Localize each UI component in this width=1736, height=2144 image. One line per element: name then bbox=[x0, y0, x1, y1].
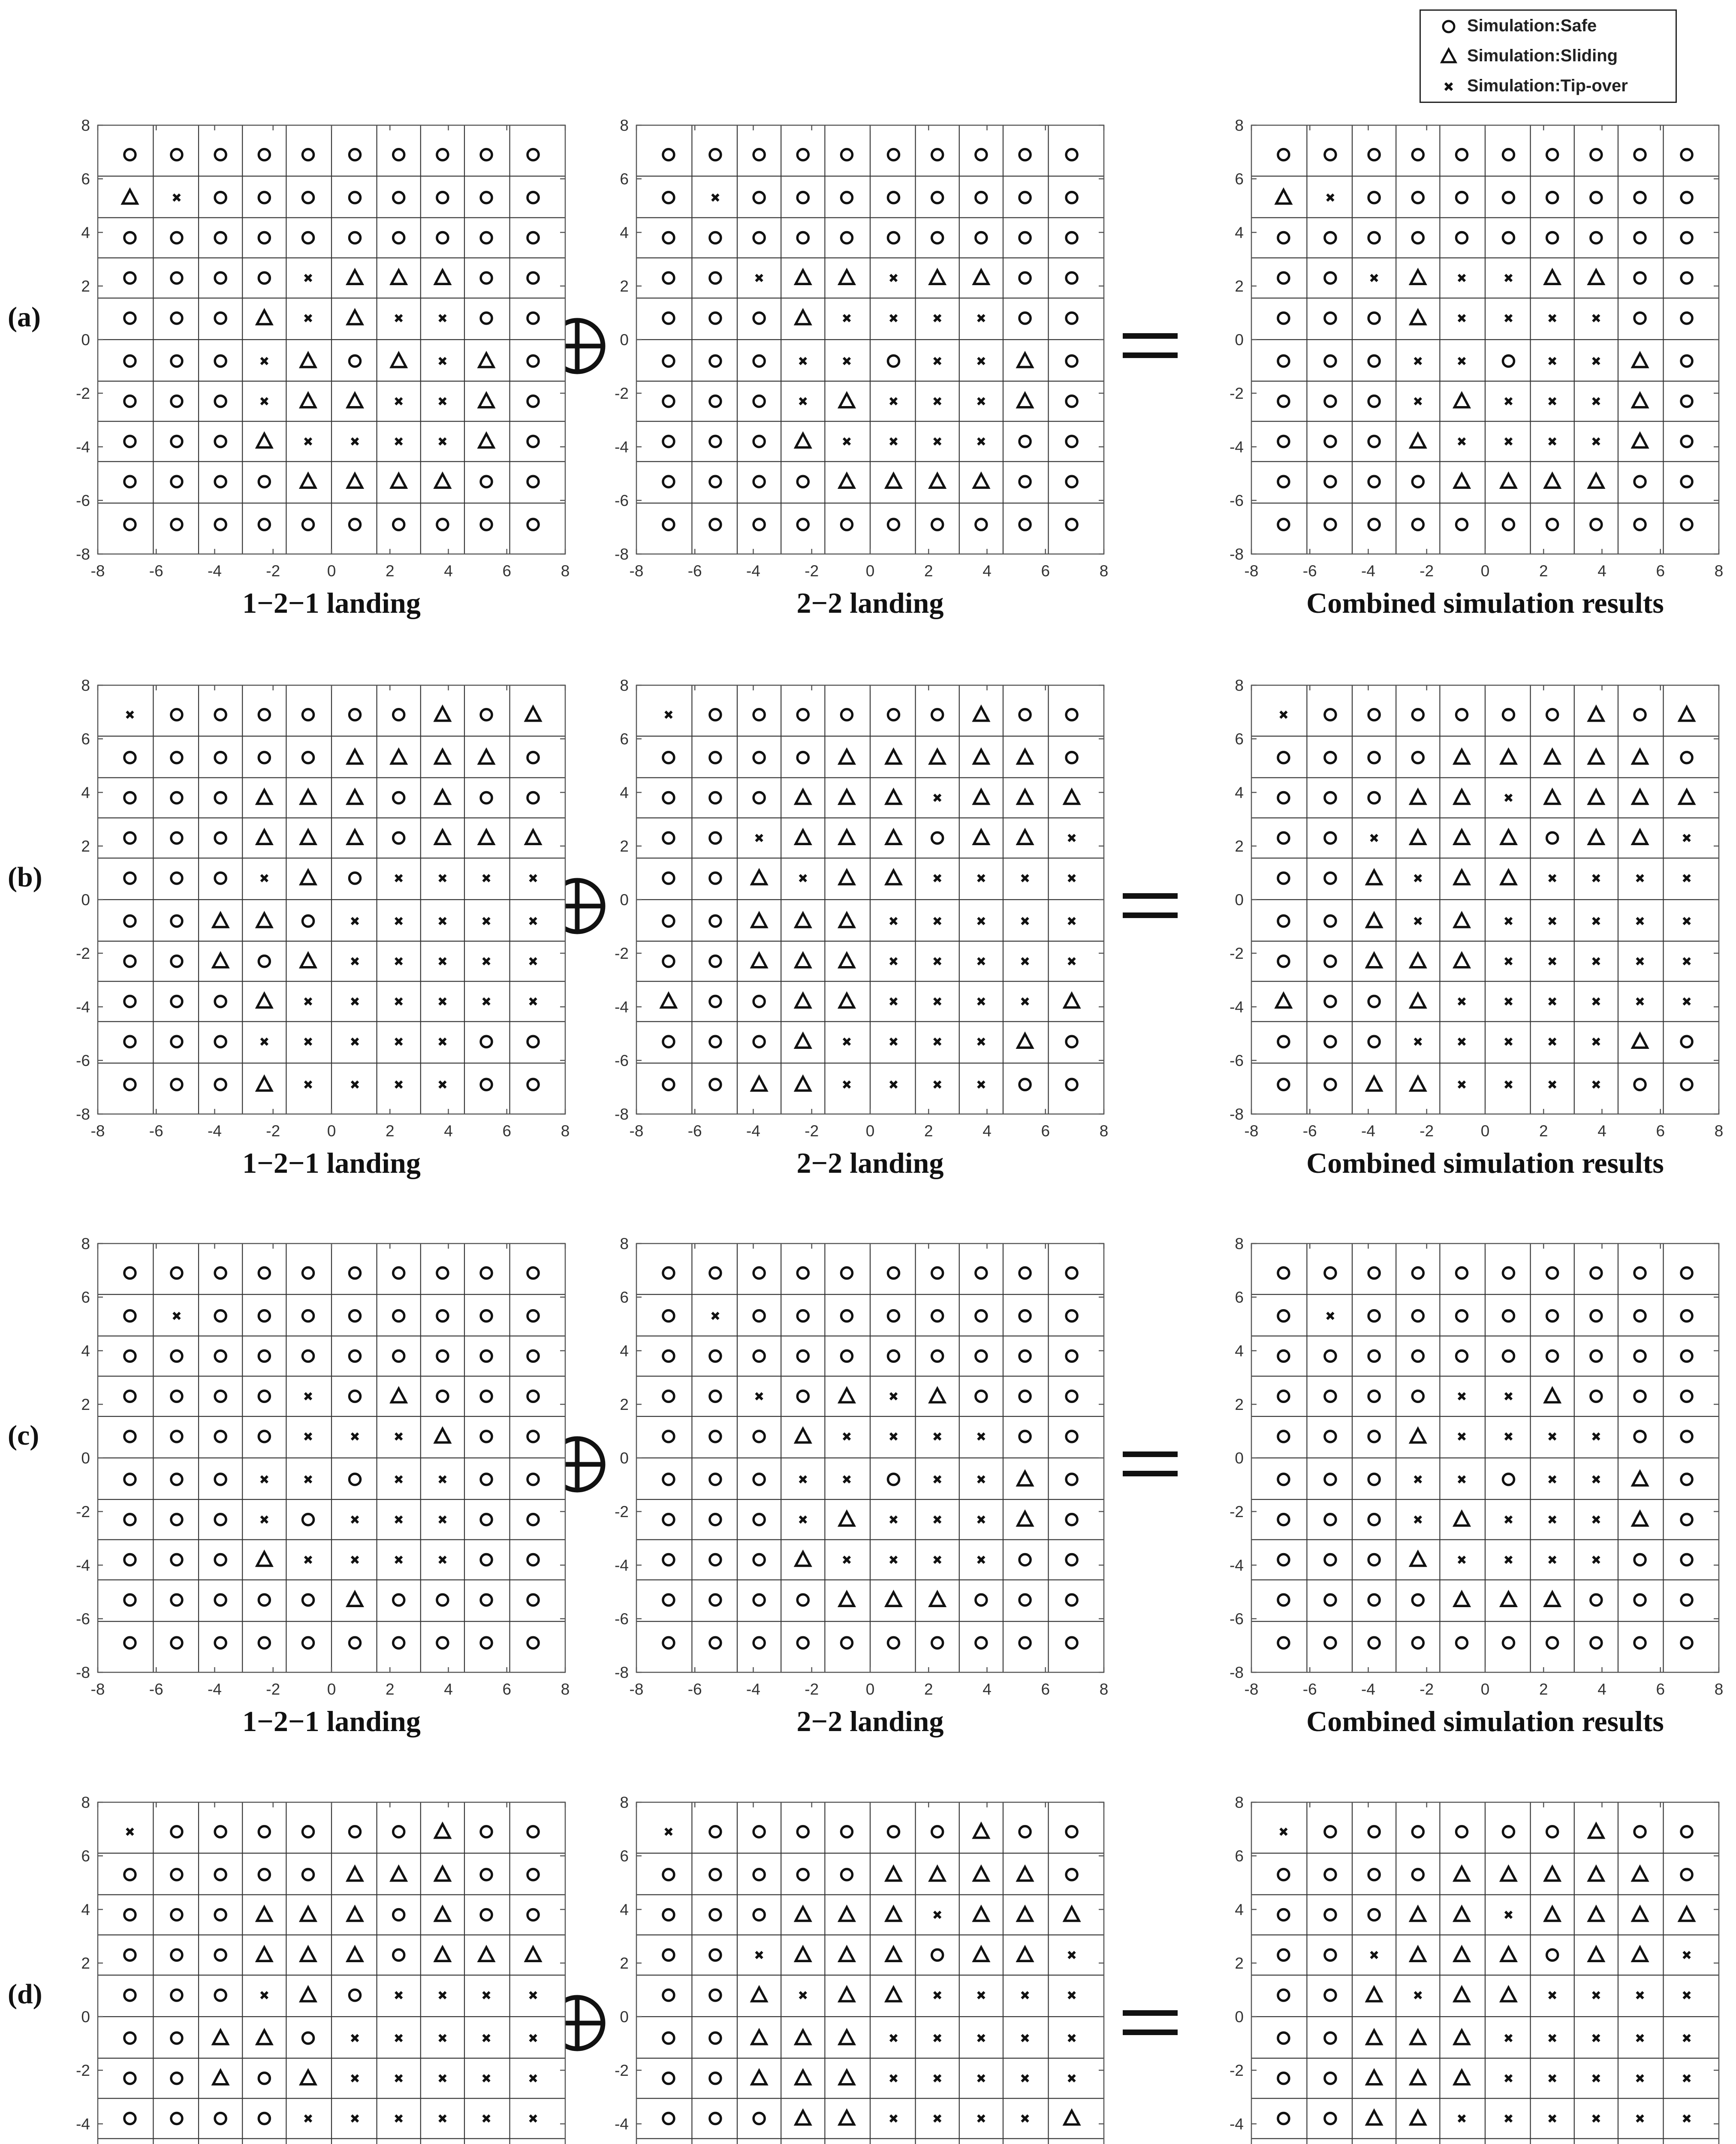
x-tick-label: 6 bbox=[1041, 1122, 1050, 1140]
triangle-marker-icon bbox=[1437, 45, 1460, 68]
y-tick-label: 4 bbox=[1235, 784, 1244, 801]
panel-caption: Combined simulation results bbox=[1306, 587, 1664, 619]
y-tick-label: -2 bbox=[615, 945, 629, 962]
y-tick-label: 2 bbox=[1235, 277, 1244, 295]
x-tick-label: -4 bbox=[746, 1680, 760, 1698]
x-tick-label: 2 bbox=[924, 1680, 933, 1698]
x-tick-label: -4 bbox=[1361, 1122, 1375, 1140]
legend-label: Simulation:Tip-over bbox=[1467, 76, 1628, 95]
x-tick-label: 2 bbox=[924, 1122, 933, 1140]
circle-marker-icon bbox=[1437, 15, 1460, 38]
legend-label: Simulation:Sliding bbox=[1467, 46, 1618, 65]
panel-caption: 1−2−1 landing bbox=[242, 1147, 421, 1179]
row-label: (c) bbox=[8, 1420, 39, 1451]
y-tick-label: 4 bbox=[620, 1901, 629, 1918]
y-tick-label: 8 bbox=[81, 1235, 90, 1253]
x-tick-label: 6 bbox=[502, 562, 512, 580]
y-tick-label: -4 bbox=[1230, 998, 1244, 1016]
y-tick-label: -8 bbox=[76, 545, 90, 563]
x-tick-label: -8 bbox=[629, 1680, 644, 1698]
y-tick-label: 0 bbox=[1235, 891, 1244, 909]
x-tick-label: -4 bbox=[1361, 1680, 1375, 1698]
legend-item-safe bbox=[1421, 12, 1676, 41]
legend-item-sliding bbox=[1421, 42, 1676, 71]
y-tick-label: 4 bbox=[1235, 1342, 1244, 1360]
scatter-plot bbox=[585, 1789, 1121, 2144]
y-tick-label: 2 bbox=[81, 277, 90, 295]
x-tick-label: -6 bbox=[1302, 1122, 1317, 1140]
y-tick-label: -2 bbox=[76, 945, 90, 962]
y-tick-label: 4 bbox=[620, 784, 629, 801]
y-tick-label: -8 bbox=[1230, 1105, 1244, 1123]
equals-operator bbox=[1120, 2006, 1180, 2040]
x-tick-label: 4 bbox=[1597, 1680, 1606, 1698]
x-tick-label: 0 bbox=[1480, 1122, 1490, 1140]
y-tick-label: -8 bbox=[615, 1105, 629, 1123]
x-tick-label: 4 bbox=[983, 1680, 992, 1698]
panel-caption: Combined simulation results bbox=[1306, 1147, 1664, 1179]
x-tick-label: -4 bbox=[208, 562, 222, 580]
x-tick-label: -8 bbox=[90, 562, 105, 580]
x-tick-label: 6 bbox=[1041, 1680, 1050, 1698]
y-tick-label: -8 bbox=[615, 545, 629, 563]
x-tick-label: 8 bbox=[1714, 1680, 1724, 1698]
y-tick-label: 0 bbox=[81, 891, 90, 909]
equals-operator bbox=[1120, 1447, 1180, 1482]
y-tick-label: 2 bbox=[620, 277, 629, 295]
y-tick-label: 6 bbox=[620, 170, 629, 188]
y-tick-label: -4 bbox=[1230, 2115, 1244, 2133]
y-tick-label: -4 bbox=[615, 998, 629, 1016]
y-tick-label: 2 bbox=[1235, 837, 1244, 855]
y-tick-label: 4 bbox=[81, 1901, 90, 1918]
scatter-plot bbox=[585, 672, 1121, 1140]
scatter-plot bbox=[1200, 672, 1736, 1140]
y-tick-label: -2 bbox=[1230, 1503, 1244, 1521]
y-tick-label: -8 bbox=[1230, 1664, 1244, 1681]
x-tick-label: -6 bbox=[687, 562, 702, 580]
y-tick-label: 6 bbox=[81, 1847, 90, 1865]
x-tick-label: 6 bbox=[1656, 1122, 1665, 1140]
x-tick-label: 2 bbox=[1539, 562, 1548, 580]
y-tick-label: 2 bbox=[81, 1954, 90, 1972]
y-tick-label: -2 bbox=[1230, 945, 1244, 962]
x-tick-label: 0 bbox=[327, 1122, 336, 1140]
y-tick-label: -4 bbox=[1230, 438, 1244, 456]
x-tick-label: 8 bbox=[561, 1680, 570, 1698]
y-tick-label: 8 bbox=[620, 1794, 629, 1811]
y-tick-label: 0 bbox=[620, 891, 629, 909]
x-tick-label: -6 bbox=[687, 1122, 702, 1140]
y-tick-label: 8 bbox=[1235, 117, 1244, 134]
x-tick-label: 0 bbox=[1480, 1680, 1490, 1698]
x-tick-label: -8 bbox=[90, 1122, 105, 1140]
y-tick-label: -6 bbox=[76, 492, 90, 509]
y-tick-label: 8 bbox=[1235, 1235, 1244, 1253]
panel-caption: 1−2−1 landing bbox=[242, 587, 421, 619]
y-tick-label: -2 bbox=[76, 1503, 90, 1521]
y-tick-label: 8 bbox=[81, 1794, 90, 1811]
y-tick-label: -4 bbox=[76, 2115, 90, 2133]
x-tick-label: -8 bbox=[90, 1680, 105, 1698]
x-tick-label: 6 bbox=[502, 1122, 512, 1140]
y-tick-label: -4 bbox=[76, 998, 90, 1016]
x-tick-label: 6 bbox=[502, 1680, 512, 1698]
y-tick-label: 4 bbox=[620, 1342, 629, 1360]
x-tick-label: -8 bbox=[1244, 1122, 1259, 1140]
x-tick-label: 0 bbox=[865, 1680, 875, 1698]
y-tick-label: 6 bbox=[620, 1289, 629, 1306]
x-tick-label: 8 bbox=[561, 1122, 570, 1140]
x-tick-label: -6 bbox=[687, 1680, 702, 1698]
x-tick-label: -6 bbox=[149, 1680, 163, 1698]
y-tick-label: 6 bbox=[620, 730, 629, 748]
y-tick-label: -6 bbox=[1230, 1610, 1244, 1628]
y-tick-label: -4 bbox=[615, 2115, 629, 2133]
panel-caption: Combined simulation results bbox=[1306, 1705, 1664, 1737]
y-tick-label: 6 bbox=[81, 170, 90, 188]
y-tick-label: -6 bbox=[615, 1610, 629, 1628]
y-tick-label: 0 bbox=[1235, 1449, 1244, 1467]
y-tick-label: 4 bbox=[81, 224, 90, 241]
scatter-plot bbox=[46, 1789, 582, 2144]
row-label: (a) bbox=[8, 301, 41, 333]
y-tick-label: -8 bbox=[1230, 545, 1244, 563]
x-tick-label: -6 bbox=[1302, 1680, 1317, 1698]
x-tick-label: 2 bbox=[385, 1680, 395, 1698]
x-tick-label: -2 bbox=[1420, 1122, 1434, 1140]
equals-operator bbox=[1120, 329, 1180, 363]
y-tick-label: 0 bbox=[620, 1449, 629, 1467]
scatter-plot bbox=[46, 672, 582, 1140]
y-tick-label: 6 bbox=[1235, 730, 1244, 748]
x-tick-label: -6 bbox=[149, 562, 163, 580]
x-tick-label: -8 bbox=[629, 562, 644, 580]
x-tick-label: -8 bbox=[1244, 562, 1259, 580]
y-tick-label: 0 bbox=[81, 1449, 90, 1467]
x-tick-label: 8 bbox=[1099, 1680, 1109, 1698]
y-tick-label: 0 bbox=[1235, 2008, 1244, 2026]
x-tick-label: -6 bbox=[149, 1122, 163, 1140]
equals-icon bbox=[1120, 1447, 1180, 1482]
x-tick-label: 8 bbox=[1099, 562, 1109, 580]
y-tick-label: -4 bbox=[615, 1557, 629, 1574]
equals-icon bbox=[1120, 329, 1180, 363]
x-tick-label: -4 bbox=[746, 562, 760, 580]
x-tick-label: -4 bbox=[208, 1680, 222, 1698]
cross-marker-icon bbox=[1437, 75, 1460, 98]
x-tick-label: -8 bbox=[1244, 1680, 1259, 1698]
scatter-plot bbox=[46, 1231, 582, 1698]
y-tick-label: 8 bbox=[81, 117, 90, 134]
equals-operator bbox=[1120, 889, 1180, 923]
equals-icon bbox=[1120, 889, 1180, 923]
y-tick-label: 6 bbox=[620, 1847, 629, 1865]
y-tick-label: -8 bbox=[76, 1664, 90, 1681]
y-tick-label: -6 bbox=[76, 1052, 90, 1069]
y-tick-label: 8 bbox=[1235, 677, 1244, 694]
y-tick-label: 2 bbox=[620, 1954, 629, 1972]
x-tick-label: 8 bbox=[561, 562, 570, 580]
panel-caption: 2−2 landing bbox=[796, 1705, 944, 1737]
panel-caption: 1−2−1 landing bbox=[242, 1705, 421, 1737]
x-tick-label: 4 bbox=[1597, 1122, 1606, 1140]
y-tick-label: -2 bbox=[615, 385, 629, 402]
y-tick-label: -4 bbox=[76, 1557, 90, 1574]
y-tick-label: 2 bbox=[1235, 1954, 1244, 1972]
y-tick-label: -4 bbox=[1230, 1557, 1244, 1574]
x-tick-label: 4 bbox=[1597, 562, 1606, 580]
panel-caption: 2−2 landing bbox=[796, 587, 944, 619]
y-tick-label: -6 bbox=[1230, 1052, 1244, 1069]
x-tick-label: 2 bbox=[385, 562, 395, 580]
x-tick-label: -4 bbox=[208, 1122, 222, 1140]
y-tick-label: 8 bbox=[1235, 1794, 1244, 1811]
x-tick-label: -2 bbox=[266, 562, 280, 580]
y-tick-label: 6 bbox=[1235, 1847, 1244, 1865]
x-tick-label: 4 bbox=[444, 1680, 453, 1698]
x-tick-label: -4 bbox=[746, 1122, 760, 1140]
x-tick-label: -2 bbox=[266, 1122, 280, 1140]
x-tick-label: 0 bbox=[1480, 562, 1490, 580]
x-tick-label: -2 bbox=[805, 1122, 819, 1140]
x-tick-label: 6 bbox=[1041, 562, 1050, 580]
legend bbox=[1420, 9, 1677, 103]
y-tick-label: 2 bbox=[81, 837, 90, 855]
y-tick-label: -2 bbox=[76, 2062, 90, 2079]
y-tick-label: 0 bbox=[81, 331, 90, 349]
legend-item-tipover bbox=[1421, 72, 1676, 101]
row-label: (b) bbox=[8, 861, 42, 893]
x-tick-label: -2 bbox=[266, 1680, 280, 1698]
y-tick-label: -6 bbox=[615, 492, 629, 509]
y-tick-label: -2 bbox=[76, 385, 90, 402]
y-tick-label: 6 bbox=[81, 1289, 90, 1306]
y-tick-label: 8 bbox=[81, 677, 90, 694]
y-tick-label: 2 bbox=[1235, 1396, 1244, 1413]
y-tick-label: 0 bbox=[620, 2008, 629, 2026]
y-tick-label: 4 bbox=[1235, 224, 1244, 241]
y-tick-label: 6 bbox=[1235, 1289, 1244, 1306]
x-tick-label: 6 bbox=[1656, 562, 1665, 580]
scatter-plot bbox=[585, 1231, 1121, 1698]
y-tick-label: 2 bbox=[620, 1396, 629, 1413]
y-tick-label: -4 bbox=[615, 438, 629, 456]
y-tick-label: 8 bbox=[620, 1235, 629, 1253]
y-tick-label: -6 bbox=[1230, 492, 1244, 509]
y-tick-label: 4 bbox=[81, 1342, 90, 1360]
y-tick-label: -6 bbox=[76, 1610, 90, 1628]
y-tick-label: -2 bbox=[615, 2062, 629, 2079]
x-tick-label: 4 bbox=[444, 562, 453, 580]
x-tick-label: -2 bbox=[805, 562, 819, 580]
x-tick-label: 4 bbox=[983, 562, 992, 580]
x-tick-label: -2 bbox=[1420, 562, 1434, 580]
scatter-plot bbox=[1200, 1231, 1736, 1698]
y-tick-label: -2 bbox=[1230, 2062, 1244, 2079]
y-tick-label: 0 bbox=[1235, 331, 1244, 349]
scatter-plot bbox=[1200, 112, 1736, 580]
x-tick-label: 2 bbox=[924, 562, 933, 580]
x-tick-label: 0 bbox=[327, 562, 336, 580]
row-label: (d) bbox=[8, 1978, 42, 2010]
x-tick-label: 0 bbox=[327, 1680, 336, 1698]
panel-caption: 2−2 landing bbox=[796, 1147, 944, 1179]
y-tick-label: 2 bbox=[620, 837, 629, 855]
y-tick-label: 6 bbox=[1235, 170, 1244, 188]
x-tick-label: 2 bbox=[1539, 1122, 1548, 1140]
x-tick-label: 4 bbox=[444, 1122, 453, 1140]
x-tick-label: -6 bbox=[1302, 562, 1317, 580]
x-tick-label: 2 bbox=[385, 1122, 395, 1140]
y-tick-label: 8 bbox=[620, 677, 629, 694]
y-tick-label: -6 bbox=[615, 1052, 629, 1069]
x-tick-label: -2 bbox=[1420, 1680, 1434, 1698]
x-tick-label: -8 bbox=[629, 1122, 644, 1140]
y-tick-label: 4 bbox=[1235, 1901, 1244, 1918]
x-tick-label: 6 bbox=[1656, 1680, 1665, 1698]
y-tick-label: -4 bbox=[76, 438, 90, 456]
scatter-plot bbox=[1200, 1789, 1736, 2144]
y-tick-label: -8 bbox=[615, 1664, 629, 1681]
x-tick-label: 8 bbox=[1099, 1122, 1109, 1140]
x-tick-label: 0 bbox=[865, 1122, 875, 1140]
y-tick-label: 8 bbox=[620, 117, 629, 134]
y-tick-label: 4 bbox=[620, 224, 629, 241]
x-tick-label: -2 bbox=[805, 1680, 819, 1698]
y-tick-label: -2 bbox=[615, 1503, 629, 1521]
y-tick-label: 0 bbox=[81, 2008, 90, 2026]
x-tick-label: 2 bbox=[1539, 1680, 1548, 1698]
x-tick-label: -4 bbox=[1361, 562, 1375, 580]
y-tick-label: -8 bbox=[76, 1105, 90, 1123]
x-tick-label: 8 bbox=[1714, 562, 1724, 580]
x-tick-label: 8 bbox=[1714, 1122, 1724, 1140]
y-tick-label: 2 bbox=[81, 1396, 90, 1413]
y-tick-label: 4 bbox=[81, 784, 90, 801]
x-tick-label: 0 bbox=[865, 562, 875, 580]
equals-icon bbox=[1120, 2006, 1180, 2040]
x-tick-label: 4 bbox=[983, 1122, 992, 1140]
y-tick-label: 6 bbox=[81, 730, 90, 748]
legend-label: Simulation:Safe bbox=[1467, 16, 1597, 35]
y-tick-label: 0 bbox=[620, 331, 629, 349]
scatter-plot bbox=[46, 112, 582, 580]
y-tick-label: -2 bbox=[1230, 385, 1244, 402]
scatter-plot bbox=[585, 112, 1121, 580]
